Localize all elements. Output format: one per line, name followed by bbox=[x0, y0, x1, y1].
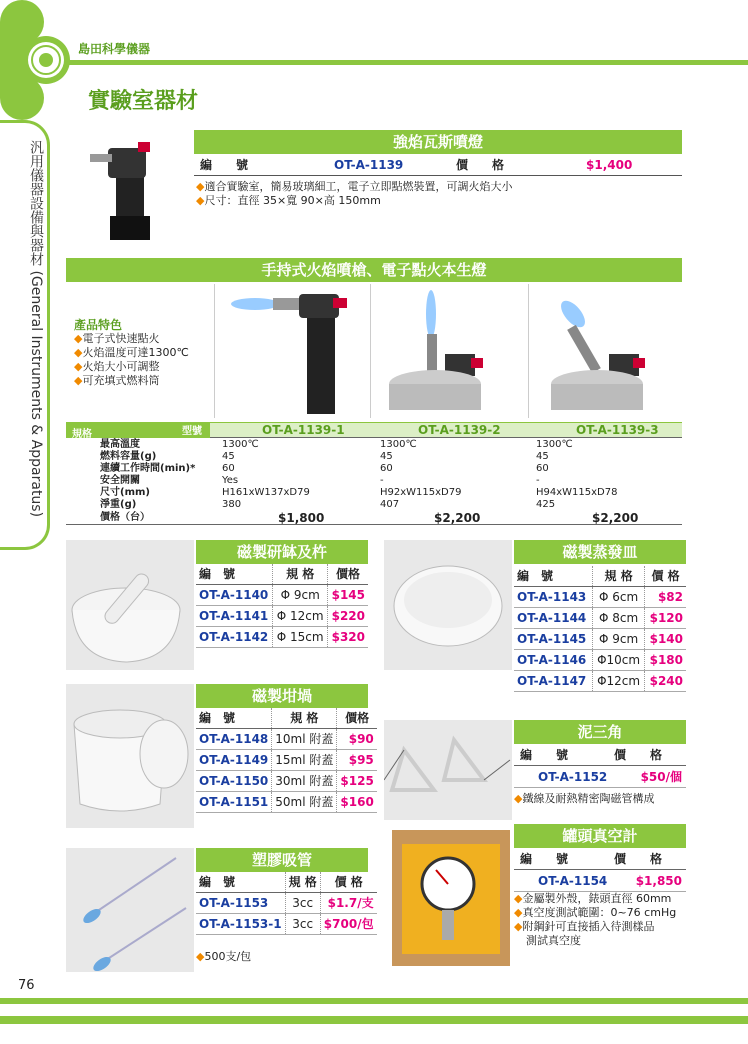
crucible-table bbox=[196, 708, 377, 813]
torch-title: 強焰瓦斯噴燈 bbox=[194, 130, 682, 154]
table-row: OT-A-1143 Φ 6cm $82 bbox=[514, 587, 686, 608]
torch-price-label: 價 格 bbox=[456, 158, 505, 172]
table-row: 淨重(g) 380 407 425 bbox=[100, 499, 556, 510]
table-row: 燃料容量(g) 45 45 45 bbox=[100, 451, 549, 462]
bunsen-burner-angled-icon bbox=[529, 284, 683, 418]
vacuum-gauge-icon bbox=[384, 826, 512, 970]
burner-photo-1 bbox=[214, 284, 366, 418]
footer-rule-1 bbox=[0, 998, 748, 1004]
spec-table bbox=[66, 422, 682, 526]
list-item: ◆金屬製外殼，錶頭直徑 60mm bbox=[514, 892, 672, 905]
burner-photo-3 bbox=[528, 284, 682, 418]
crucible-title: 磁製坩堝 bbox=[196, 684, 368, 708]
page-number: 76 bbox=[18, 978, 35, 993]
gauge-photo bbox=[384, 826, 512, 970]
table-row: OT-A-1150 30ml 附蓋 $125 bbox=[196, 771, 377, 792]
dish-photo bbox=[384, 540, 512, 670]
spec-corner-spec: 規格 bbox=[72, 429, 92, 440]
triangle-notes bbox=[514, 792, 654, 806]
top-rule bbox=[0, 60, 748, 65]
gauge-header: 編 號 價 格 bbox=[514, 848, 686, 870]
spec-model-2: OT-A-1139-2 bbox=[418, 423, 501, 437]
mortar-pestle-icon bbox=[66, 540, 194, 670]
spec-model-3: OT-A-1139-3 bbox=[576, 423, 659, 437]
table-row: 連續工作時間(min)* 60 60 60 bbox=[100, 463, 549, 474]
table-row: OT-A-1140 Φ 9cm $145 bbox=[196, 585, 368, 606]
table-row: OT-A-1146 Φ10cm $180 bbox=[514, 650, 686, 671]
mortar-title: 磁製研缽及杵 bbox=[196, 540, 368, 564]
spec-model-1: OT-A-1139-1 bbox=[262, 423, 345, 437]
list-item: ◆電子式快速點火 bbox=[74, 332, 160, 345]
list-item: ◆可充填式燃料筒 bbox=[74, 374, 160, 387]
mortar-table bbox=[196, 564, 368, 648]
dish-table bbox=[514, 566, 686, 692]
table-row: OT-A-1153-1 3cc $700/包 bbox=[196, 914, 377, 935]
table-row: 安全開關 Yes - - bbox=[100, 475, 540, 486]
table-row: OT-A-1151 50ml 附蓋 $160 bbox=[196, 792, 377, 813]
evaporating-dish-icon bbox=[384, 540, 512, 670]
triangle-photo bbox=[384, 720, 512, 820]
triangle-row: OT-A-1152 $50/個 bbox=[514, 766, 686, 788]
list-item: ◆鐵線及耐熱精密陶磁管構成 bbox=[514, 792, 655, 805]
pipette-title: 塑膠吸管 bbox=[196, 848, 368, 872]
list-item: ◆尺寸：直徑 35×寬 90×高 150mm bbox=[196, 194, 381, 207]
table-row: OT-A-1142 Φ 15cm $320 bbox=[196, 627, 368, 648]
spec-corner-model: 型號 bbox=[182, 426, 202, 437]
torch-model-label: 編 號 bbox=[200, 158, 249, 172]
table-row: OT-A-1149 15ml 附蓋 $95 bbox=[196, 750, 377, 771]
table-row: 尺寸(mm) H161xW137xD79 H92xW115xD79 H94xW115xD78 bbox=[100, 487, 618, 498]
list-item: ◆適合實驗室，簡易玻璃細工，電子立即點燃裝置，可調火焰大小 bbox=[196, 180, 513, 193]
features-list bbox=[74, 332, 189, 388]
gauge-row: OT-A-1154 $1,850 bbox=[514, 870, 686, 892]
list-item: ◆火焰溫度可達1300℃ bbox=[74, 346, 189, 359]
brand-logo-icon bbox=[0, 0, 78, 120]
torch-price: $1,400 bbox=[586, 158, 633, 172]
pipette-photo bbox=[66, 848, 194, 972]
gauge-title: 罐頭真空計 bbox=[514, 824, 686, 848]
handheld-title: 手持式火焰噴槍、電子點火本生燈 bbox=[66, 258, 682, 282]
table-row: 最高溫度 1300℃ 1300℃ 1300℃ bbox=[100, 439, 573, 450]
gas-torch-icon bbox=[68, 128, 192, 248]
pipette-icon bbox=[66, 848, 194, 972]
table-row: OT-A-1144 Φ 8cm $120 bbox=[514, 608, 686, 629]
torch-model: OT-A-1139 bbox=[334, 158, 404, 172]
features-title: 產品特色 bbox=[74, 318, 123, 332]
torch-header-row bbox=[194, 154, 682, 176]
triangle-title: 泥三角 bbox=[514, 720, 686, 744]
table-row: OT-A-1141 Φ 12cm $220 bbox=[196, 606, 368, 627]
torch-gun-icon bbox=[215, 284, 367, 418]
gauge-notes bbox=[514, 892, 676, 948]
pipette-note: ◆500支/包 bbox=[196, 950, 252, 963]
list-item: 測試真空度 bbox=[526, 934, 581, 947]
pipette-table bbox=[196, 872, 377, 935]
sidebar-text: 汎用儀器設備與器材 (General Instruments & Apparatus) bbox=[28, 140, 44, 518]
dish-title: 磁製蒸發皿 bbox=[514, 540, 686, 564]
torch-photo bbox=[68, 128, 192, 248]
burner-photo-2 bbox=[370, 284, 524, 418]
crucible-icon bbox=[66, 684, 194, 828]
table-row: OT-A-1145 Φ 9cm $140 bbox=[514, 629, 686, 650]
table-row: OT-A-1147 Φ12cm $240 bbox=[514, 671, 686, 692]
table-header: 編 號 規 格 價格 bbox=[196, 708, 377, 729]
footer-rule-2 bbox=[0, 1016, 748, 1024]
table-row: OT-A-1148 10ml 附蓋 $90 bbox=[196, 729, 377, 750]
clay-triangle-icon bbox=[384, 720, 512, 820]
bunsen-burner-icon bbox=[371, 284, 525, 418]
list-item: ◆火焰大小可調整 bbox=[74, 360, 160, 373]
triangle-header: 編 號 價 格 bbox=[514, 744, 686, 766]
table-row: OT-A-1153 3cc $1.7/支 bbox=[196, 893, 377, 914]
list-item: ◆附鋼針可直接插入待測樣品 bbox=[514, 920, 655, 933]
spec-rows bbox=[66, 439, 682, 525]
table-header: 編 號 規 格 價 格 bbox=[196, 872, 377, 893]
table-header: 編 號 規 格 價 格 bbox=[514, 566, 686, 587]
brand-name: 島田科學儀器 bbox=[78, 42, 151, 56]
table-header: 編 號 規 格 價格 bbox=[196, 564, 368, 585]
list-item: ◆真空度測試範圍：0~76 cmHg bbox=[514, 906, 677, 919]
logo-blob bbox=[0, 0, 78, 120]
mortar-photo bbox=[66, 540, 194, 670]
page-title: 實驗室器材 bbox=[88, 89, 199, 114]
crucible-photo bbox=[66, 684, 194, 828]
table-row: 價格（台） $1,800 $2,200 $2,200 bbox=[66, 511, 682, 525]
torch-notes bbox=[196, 180, 512, 208]
